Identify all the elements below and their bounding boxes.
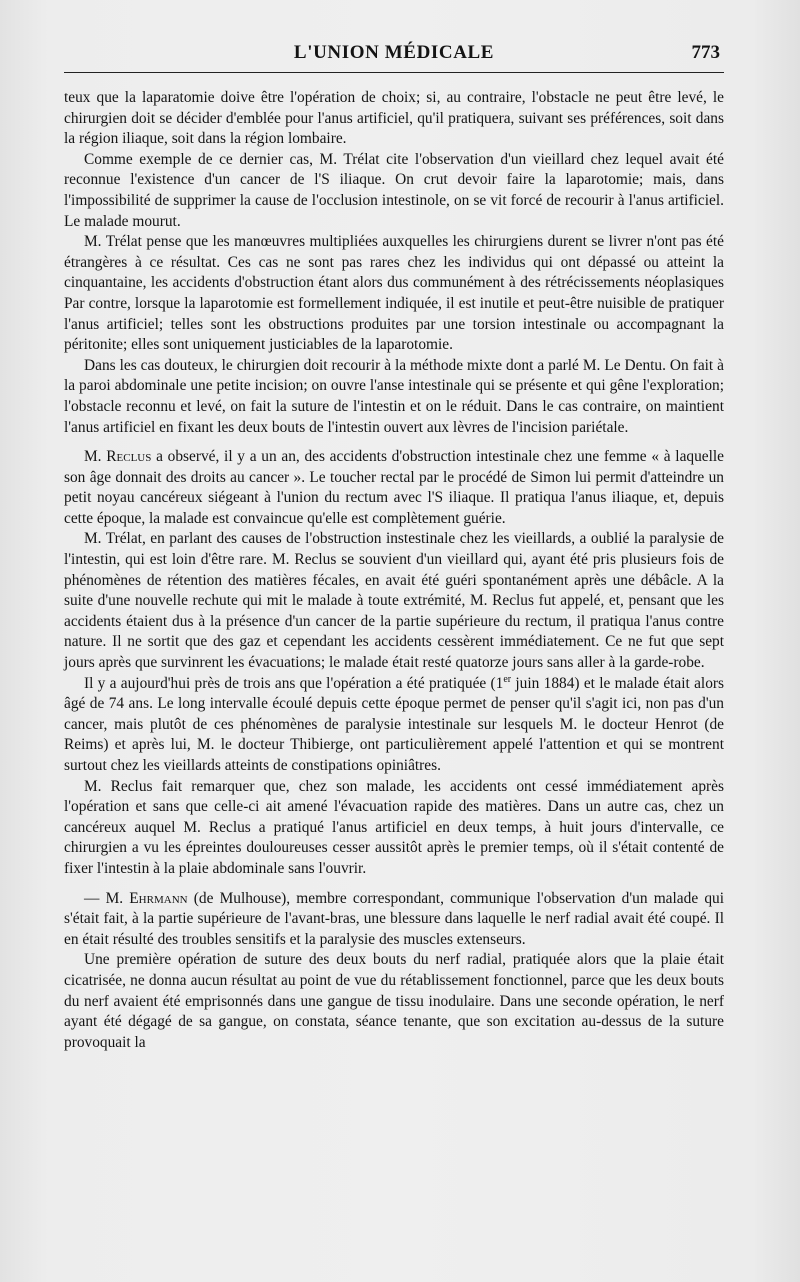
paragraph: Une première opération de suture des deux bouts du nerf radial, pratiquée alors que la plaie était cicatrisée, ne donna aucun résultat au point de vue du rétablissement fonctionnel, parce que les deux bouts du nerf avaient été emprisonnés dans une gangue de tissu inodulaire. Dans une seconde opération, le nerf ayant été dégagé de sa gangue, on constata, séance tenante, que son excitation au-dessus de la suture provoquait la xyxy=(64,951,724,1051)
body-text xyxy=(64,88,724,1053)
running-title: L'UNION MÉDICALE xyxy=(293,42,495,63)
paragraph xyxy=(64,889,724,951)
paragraph: Dans les cas douteux, le chirurgien doit recourir à la méthode mixte dont a parlé M. Le Dentu. On fait à la paroi abdominale une petite incision; on ouvre l'anse intestinale qui se présente et qui gêne l'exploration; l'obstacle reconnu et levé, on fait la suture de l'intestin et on le réduit. Dans le cas contraire, on maintient l'anus artificiel en fixant les deux bouts de l'intestin ouvert aux lèvres de l'incision pariétale. xyxy=(64,356,724,436)
paragraph-text: a observé, il y a un an, des accidents d'obstruction intestinale chez une femme « à laquelle son âge donnait des droits au cancer ». Le toucher rectal par le procédé de Simon lui permit d'atteindre un petit noyau cancéreux siégeant à l'union du rectum avec l'S iliaque. Il pratiqua l'anus iliaque, et, depuis cette époque, la malade est convaincue qu'elle est complètement guérie. xyxy=(64,448,725,527)
paragraph: M. Trélat pense que les manœuvres multipliées auxquelles les chirurgiens durent se livrer n'ont pas été étrangères à ce résultat. Ces cas ne sont pas rares chez les individus qui ont dépassé ou atteint la cinquantaine, les accidents d'obstruction étant alors dus communément à des rétrécissements néoplasiques Par contre, lorsque la laparotomie est formellement indiquée, il est inutile et peut-être nuisible de pratiquer l'anus artificiel; telles sont les obstructions produites par une torsion intestinale ou accompagnant la péritonite; elles sont uniquement justiciables de la laparotomie. xyxy=(64,233,724,354)
superscript: er xyxy=(503,673,512,685)
paragraph-text: Il y a aujourd'hui près de trois ans que l'opération a été pratiquée (1 xyxy=(84,674,504,692)
paragraph: Comme exemple de ce dernier cas, M. Trélat cite l'observation d'un vieillard chez lequel avait été reconnue l'existence d'un cancer de l'S iliaque. On crut devoir faire la laparotomie; mais, dans l'impossibilité de supprimer la cause de l'occlusion intestinole, on se vit forcé de recourir à l'anus artificiel. Le malade mourut. xyxy=(64,150,724,230)
speaker-name: M. Reclus xyxy=(84,448,152,466)
paragraph-text: (de Mulhouse), membre correspondant, communique l'observation d'un malade qui s'était fait, à la partie supérieure de l'avant-bras, une blessure dans laquelle le nerf radial avait été coupé. Il en était résulté des troubles sensitifs et la paralysie des muscles extenseurs. xyxy=(64,889,724,948)
page-number: 773 xyxy=(691,42,720,63)
paragraph: M. Trélat, en parlant des causes de l'obstruction instestinale chez les vieillards, a oublié la paralysie de l'intestin, qui est loin d'être rare. M. Reclus se souvient d'un vieillard qui, ayant été pris plusieurs fois de phénomènes de rétention des matières fécales, en avait été guéri spontanément après une débâcle. A la suite d'une nouvelle rechute qui mit le malade à toute extrémité, M. Reclus fut appelé, et, pensant que les accidents étaient dus à la présence d'un cancer de la partie supérieure du rectum, il pratiqua l'anus contre nature. Il ne sortit que des gaz et cependant les accidents cessèrent immédiatement. Ce ne fut que sept jours après que survinrent les évacuations; le malade était resté quatorze jours sans aller à la garde-robe. xyxy=(64,530,724,672)
header-rule xyxy=(64,72,724,73)
speaker-name: Ehrmann xyxy=(129,889,188,907)
paragraph xyxy=(64,447,724,529)
paragraph xyxy=(64,674,724,777)
paragraph: M. Reclus fait remarquer que, chez son malade, les accidents ont cessé immédiatement après l'opération et sans que celle-ci ait amené l'évacuation rapide des matières. Dans un autre cas, chez un cancéreux auquel M. Reclus a pratiqué l'anus artificiel en deux temps, à huit jours d'intervalle, ce chirurgien a vu les épreintes douloureuses cesser aussitôt après le premier temps, où il s'était contenté de fixer l'intestin à la plaie abdominale sans l'ouvrir. xyxy=(64,777,724,877)
paragraph: teux que la laparatomie doive être l'opération de choix; si, au contraire, l'obstacle ne peut être levé, le chirurgien doit se décider d'emblée pour l'anus artificiel, qu'il pratiquera, suivant ses préférences, soit dans la région iliaque, soit dans la région lombaire. xyxy=(64,89,724,148)
paragraph-text: juin 1884) et le malade était alors âgé de 74 ans. Le long intervalle écoulé depuis cette époque permet de penser qu'il s'agit ici, non pas d'un cancer, mais plutôt de ces phénomènes de paralysie intestinale sur lesquels M. le docteur Henrot (de Reims) et après lui, M. le docteur Thibierge, ont particulièrement appelé l'attention et qui se montrent surtout chez les vieillards atteints de constipations opiniâtres. xyxy=(64,674,725,774)
dash-prefix: — M. xyxy=(84,889,130,907)
page-header xyxy=(64,40,724,70)
